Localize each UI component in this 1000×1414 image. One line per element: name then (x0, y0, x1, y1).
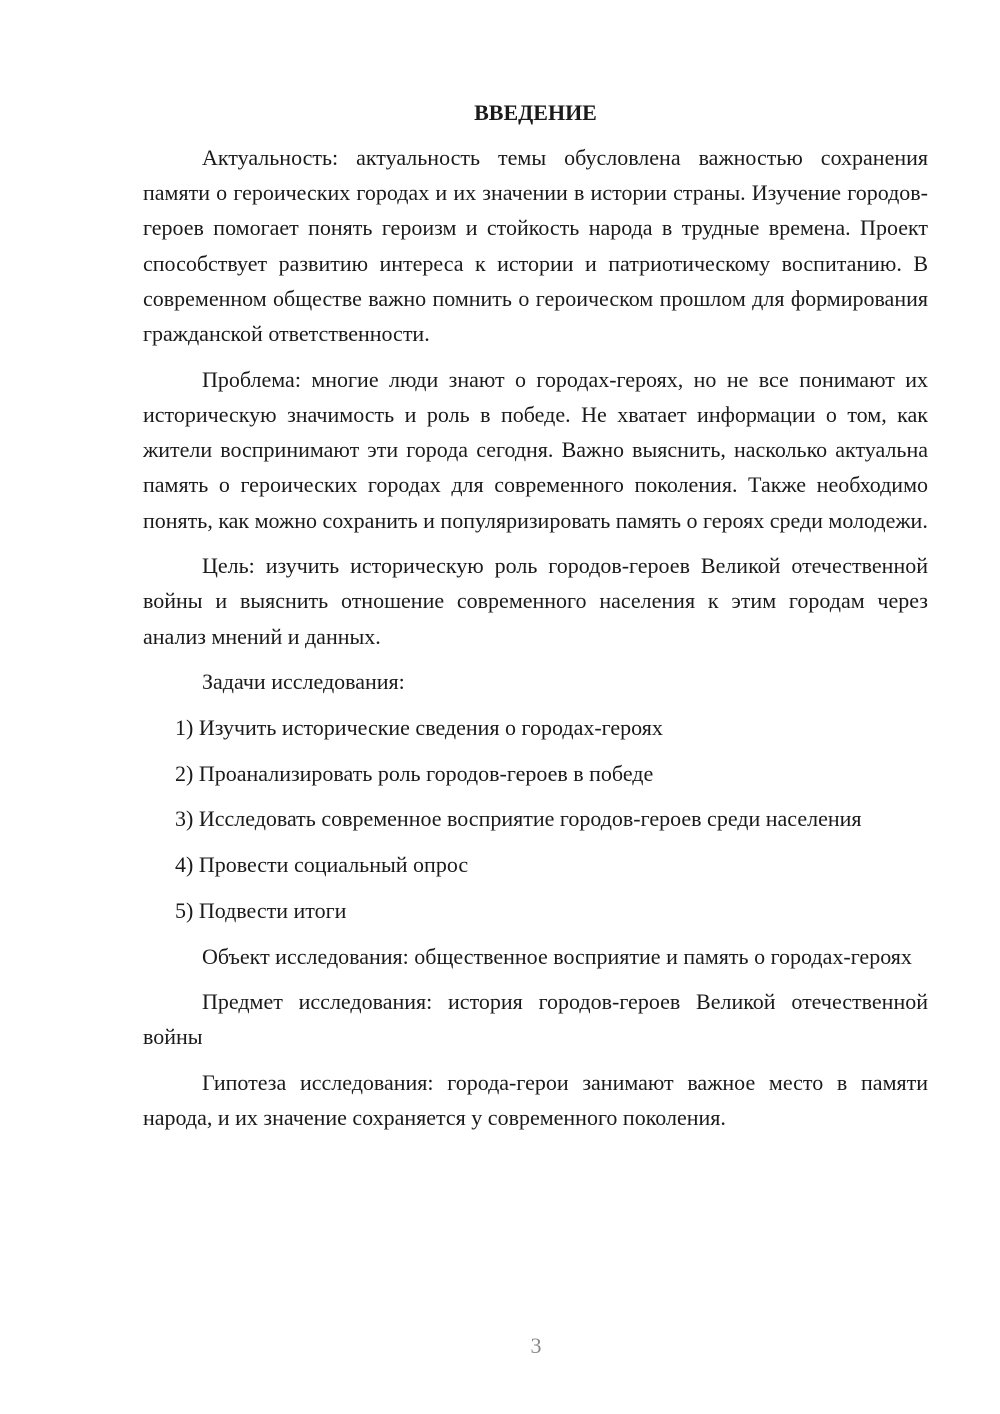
page-number: 3 (530, 1333, 542, 1358)
hypothesis-paragraph: Гипотеза исследования: города-герои занимают важное место в памяти народа, и их значение сохраняется у современного поколения. (143, 1070, 928, 1131)
task-item-1: 1) Изучить исторические сведения о городах-героях (175, 715, 663, 741)
document-body (143, 95, 928, 1136)
relevance-paragraph: Актуальность: актуальность темы обусловлена важностью сохранения памяти о героических городах и их значении в истории страны. Изучение городов-героев помогает понять героизм и стойкость народа в трудные времена. Проект способствует развитию интереса к истории и патриотическому воспитанию. В современном обществе важно помнить о героическом прошлом для формирования гражданской ответственности. (143, 145, 928, 347)
task-item-2: 2) Проанализировать роль городов-героев в победе (175, 760, 654, 786)
task-item-4: 4) Провести социальный опрос (175, 852, 469, 878)
section-title: ВВЕДЕНИЕ (474, 100, 597, 125)
task-item-5: 5) Подвести итоги (175, 897, 347, 923)
problem-paragraph: Проблема: многие люди знают о городах-героях, но не все понимают их историческую значимость и роль в победе. Не хватает информации о том, как жители воспринимают эти города сегодня. Важно выяснить, насколько актуальна память о героических городах для современного поколения. Также необходимо понять, как можно сохранить и популяризировать память о героях среди молодежи. (143, 366, 928, 533)
subject-paragraph: Предмет исследования: история городов-героев Великой отечественной войны (143, 989, 928, 1050)
goal-paragraph: Цель: изучить историческую роль городов-героев Великой отечественной войны и выяснить отношение современного населения к этим городам через анализ мнений и данных. (143, 553, 928, 649)
task-item-3: 3) Исследовать современное восприятие городов-героев среди населения (175, 806, 862, 832)
tasks-heading: Задачи исследования: (202, 669, 405, 695)
object-paragraph: Объект исследования: общественное восприятие и память о городах-героях (202, 943, 912, 969)
